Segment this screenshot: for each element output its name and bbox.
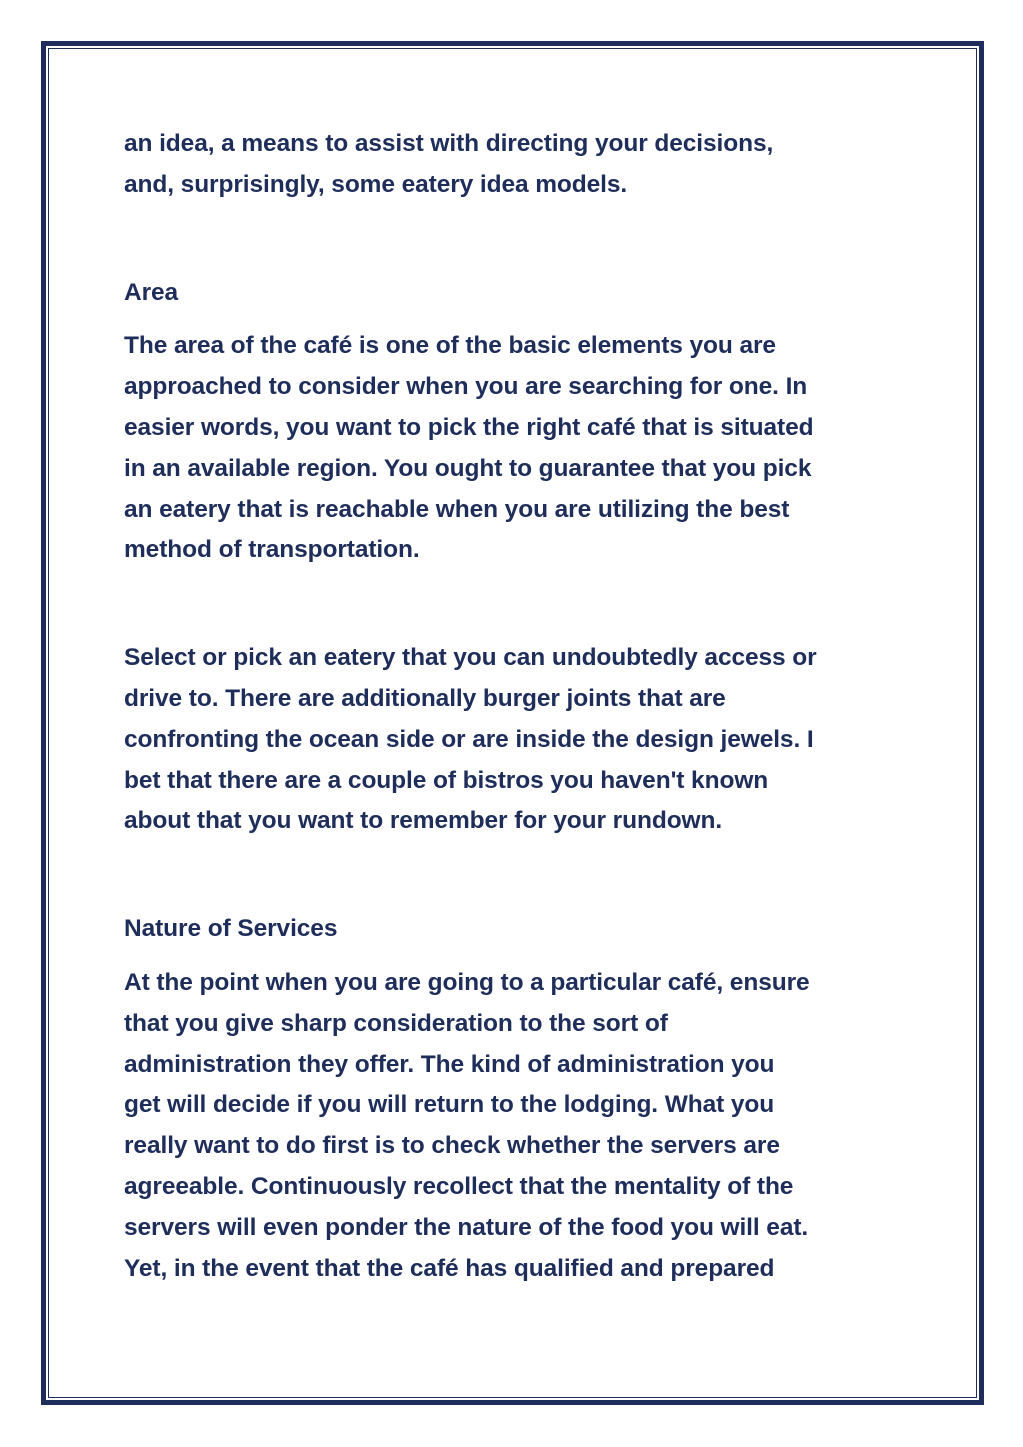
- services-line: that you give sharp consideration to the sort of: [124, 1009, 668, 1037]
- services-paragraph: [124, 963, 914, 1289]
- services-line: get will decide if you will return to the lodging. What you: [124, 1091, 775, 1119]
- heading-services: Nature of Services: [124, 915, 338, 943]
- spacer: [124, 842, 914, 909]
- services-line: At the point when you are going to a particular café, ensure: [124, 968, 810, 996]
- select-line: Select or pick an eatery that you can undoubtedly access or: [124, 644, 817, 672]
- area-line: easier words, you want to pick the right café that is situated: [124, 413, 814, 441]
- area-paragraph: [124, 326, 914, 571]
- area-line: method of transportation.: [124, 536, 420, 564]
- spacer: [124, 950, 914, 963]
- select-line: confronting the ocean side or are inside the design jewels. I: [124, 725, 814, 753]
- heading-area: Area: [124, 278, 179, 306]
- services-line: really want to do first is to check whether the servers are: [124, 1132, 780, 1160]
- area-line: The area of the café is one of the basic elements you are: [124, 332, 776, 360]
- select-line: drive to. There are additionally burger joints that are: [124, 684, 726, 712]
- select-line: bet that there are a couple of bistros you haven't known: [124, 766, 769, 794]
- area-line: an eatery that is reachable when you are utilizing the best: [124, 495, 790, 523]
- services-line: administration they offer. The kind of administration you: [124, 1050, 775, 1078]
- document-body: [124, 124, 914, 1289]
- spacer: [124, 313, 914, 326]
- area-line: in an available region. You ought to guarantee that you pick: [124, 454, 812, 482]
- spacer: [124, 206, 914, 273]
- services-line: servers will even ponder the nature of the food you will eat.: [124, 1213, 809, 1241]
- services-line: agreeable. Continuously recollect that the mentality of the: [124, 1172, 794, 1200]
- select-paragraph: [124, 638, 914, 842]
- area-line: approached to consider when you are searching for one. In: [124, 373, 808, 401]
- services-line: Yet, in the event that the café has qualified and prepared: [124, 1254, 775, 1282]
- intro-paragraph: [124, 124, 914, 206]
- intro-line: an idea, a means to assist with directing your decisions,: [124, 130, 774, 157]
- spacer: [124, 571, 914, 638]
- select-line: about that you want to remember for your rundown.: [124, 807, 723, 835]
- intro-line: and, surprisingly, some eatery idea models.: [124, 170, 628, 198]
